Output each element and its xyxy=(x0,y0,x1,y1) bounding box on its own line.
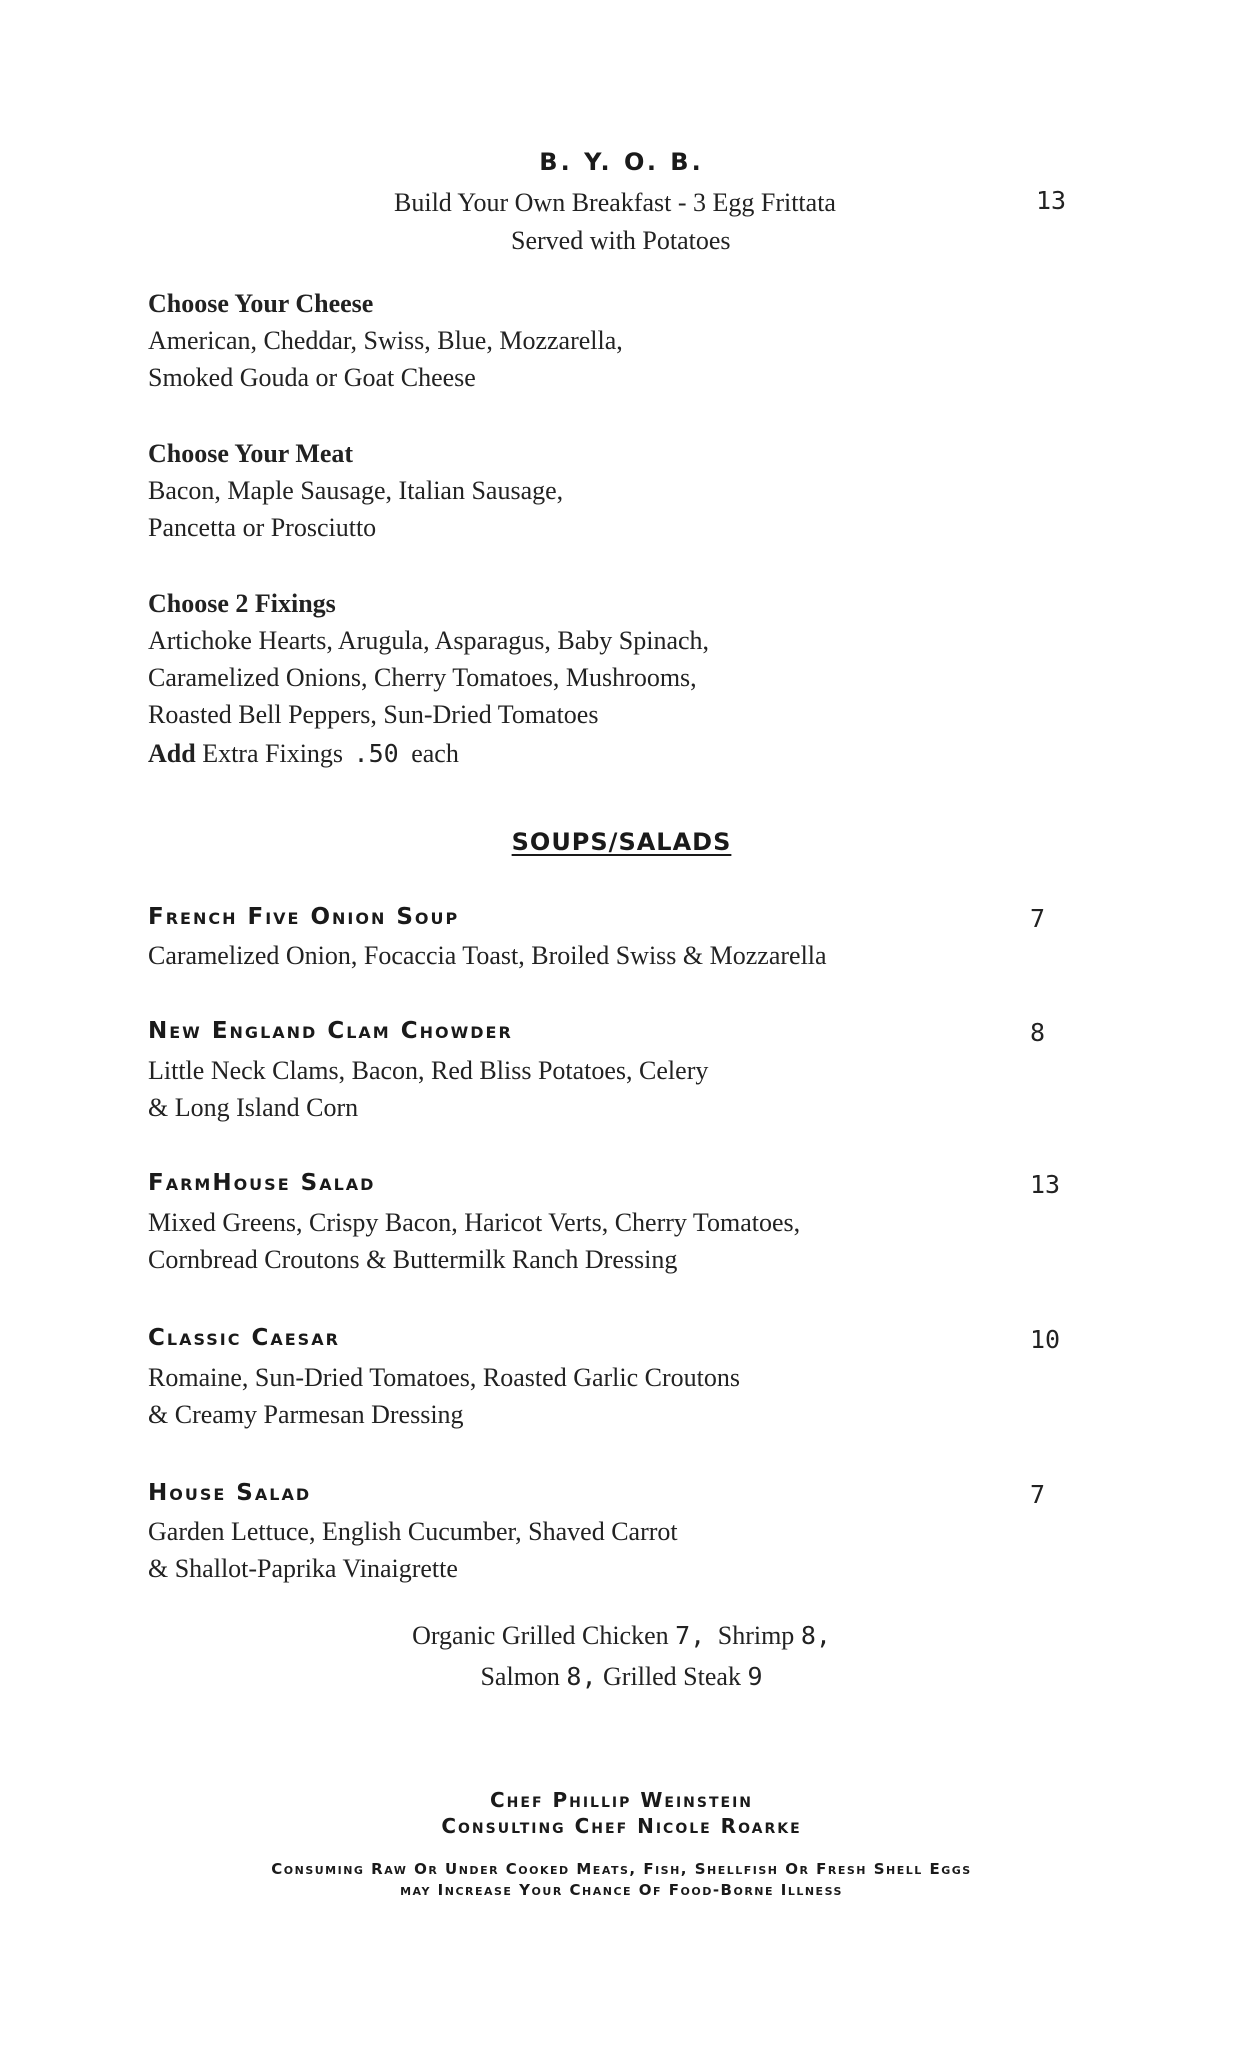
addon-salmon-label: Salmon xyxy=(480,1662,560,1691)
meat-line: Pancetta or Prosciutto xyxy=(148,513,377,542)
menu-item-price: 13 xyxy=(1030,1170,1061,1199)
menu-item-name: French Five Onion Soup xyxy=(148,904,460,930)
meat-line: Bacon, Maple Sausage, Italian Sausage, xyxy=(148,476,564,505)
fixings-line: Caramelized Onions, Cherry Tomatoes, Mushrooms, xyxy=(148,663,697,692)
addon-shrimp-label: Shrimp xyxy=(717,1621,795,1650)
consulting-chef-credit: Consulting Chef Nicole Roarke xyxy=(441,1814,802,1838)
menu-item-description: Little Neck Clams, Bacon, Red Bliss Potatoes, Celery xyxy=(148,1056,709,1085)
byob-served-with: Served with Potatoes xyxy=(511,226,731,255)
extra-fixings-add: Add xyxy=(148,739,196,768)
menu-item-name: New England Clam Chowder xyxy=(148,1018,513,1044)
menu-item-description: & Shallot-Paprika Vinaigrette xyxy=(148,1554,458,1583)
addons-line-1 xyxy=(0,1617,1243,1654)
extra-fixings-price: .50 xyxy=(353,739,399,768)
menu-item-price: 7 xyxy=(1030,904,1046,933)
menu-item-name: House Salad xyxy=(148,1480,312,1506)
addon-chicken-label: Organic Grilled Chicken xyxy=(412,1621,669,1650)
addons-line-2 xyxy=(0,1658,1243,1695)
byob-subtitle: Build Your Own Breakfast - 3 Egg Frittata xyxy=(394,188,836,217)
health-warning-line-1: Consuming Raw Or Under Cooked Meats, Fish, Shellfish Or Fresh Shell Eggs xyxy=(271,1860,972,1878)
addon-steak-label: Grilled Steak xyxy=(603,1662,741,1691)
addon-salmon-price: 8, xyxy=(566,1662,597,1691)
health-warning-line-2: may Increase Your Chance Of Food-Borne Illness xyxy=(400,1881,843,1899)
cheese-heading: Choose Your Cheese xyxy=(148,289,374,318)
menu-item-description: Garden Lettuce, English Cucumber, Shaved Carrot xyxy=(148,1517,678,1546)
menu-item-description: Caramelized Onion, Focaccia Toast, Broiled Swiss & Mozzarella xyxy=(148,941,827,970)
addon-shrimp-price: 8, xyxy=(800,1621,831,1650)
meat-heading: Choose Your Meat xyxy=(148,439,354,468)
byob-price: 13 xyxy=(1036,186,1067,215)
fixings-line: Artichoke Hearts, Arugula, Asparagus, Baby Spinach, xyxy=(148,626,710,655)
menu-item-description: & Long Island Corn xyxy=(148,1093,359,1122)
extra-fixings-text: Extra Fixings xyxy=(202,739,344,768)
addon-steak-price: 9 xyxy=(747,1662,763,1691)
menu-item-price: 8 xyxy=(1030,1018,1046,1047)
menu-item-description: Cornbread Croutons & Buttermilk Ranch Dressing xyxy=(148,1245,678,1274)
cheese-line: American, Cheddar, Swiss, Blue, Mozzarella, xyxy=(148,326,623,355)
menu-item-description: Romaine, Sun-Dried Tomatoes, Roasted Garlic Croutons xyxy=(148,1363,740,1392)
menu-item-price: 10 xyxy=(1030,1325,1061,1354)
byob-title: B. Y. O. B. xyxy=(539,148,704,176)
fixings-heading: Choose 2 Fixings xyxy=(148,589,336,618)
menu-item-description: Mixed Greens, Crispy Bacon, Haricot Verts, Cherry Tomatoes, xyxy=(148,1208,801,1237)
fixings-line: Roasted Bell Peppers, Sun-Dried Tomatoes xyxy=(148,700,599,729)
chef-credit: Chef Phillip Weinstein xyxy=(489,1788,753,1812)
menu-item-description: & Creamy Parmesan Dressing xyxy=(148,1400,464,1429)
extra-fixings-line xyxy=(148,735,459,772)
soups-salads-heading: SOUPS/SALADS xyxy=(511,828,732,856)
extra-fixings-unit: each xyxy=(411,739,459,768)
menu-item-name: FarmHouse Salad xyxy=(148,1170,376,1196)
menu-item-price: 7 xyxy=(1030,1480,1046,1509)
cheese-line: Smoked Gouda or Goat Cheese xyxy=(148,363,476,392)
menu-item-name: Classic Caesar xyxy=(148,1325,340,1351)
addon-chicken-price: 7, xyxy=(675,1621,706,1650)
